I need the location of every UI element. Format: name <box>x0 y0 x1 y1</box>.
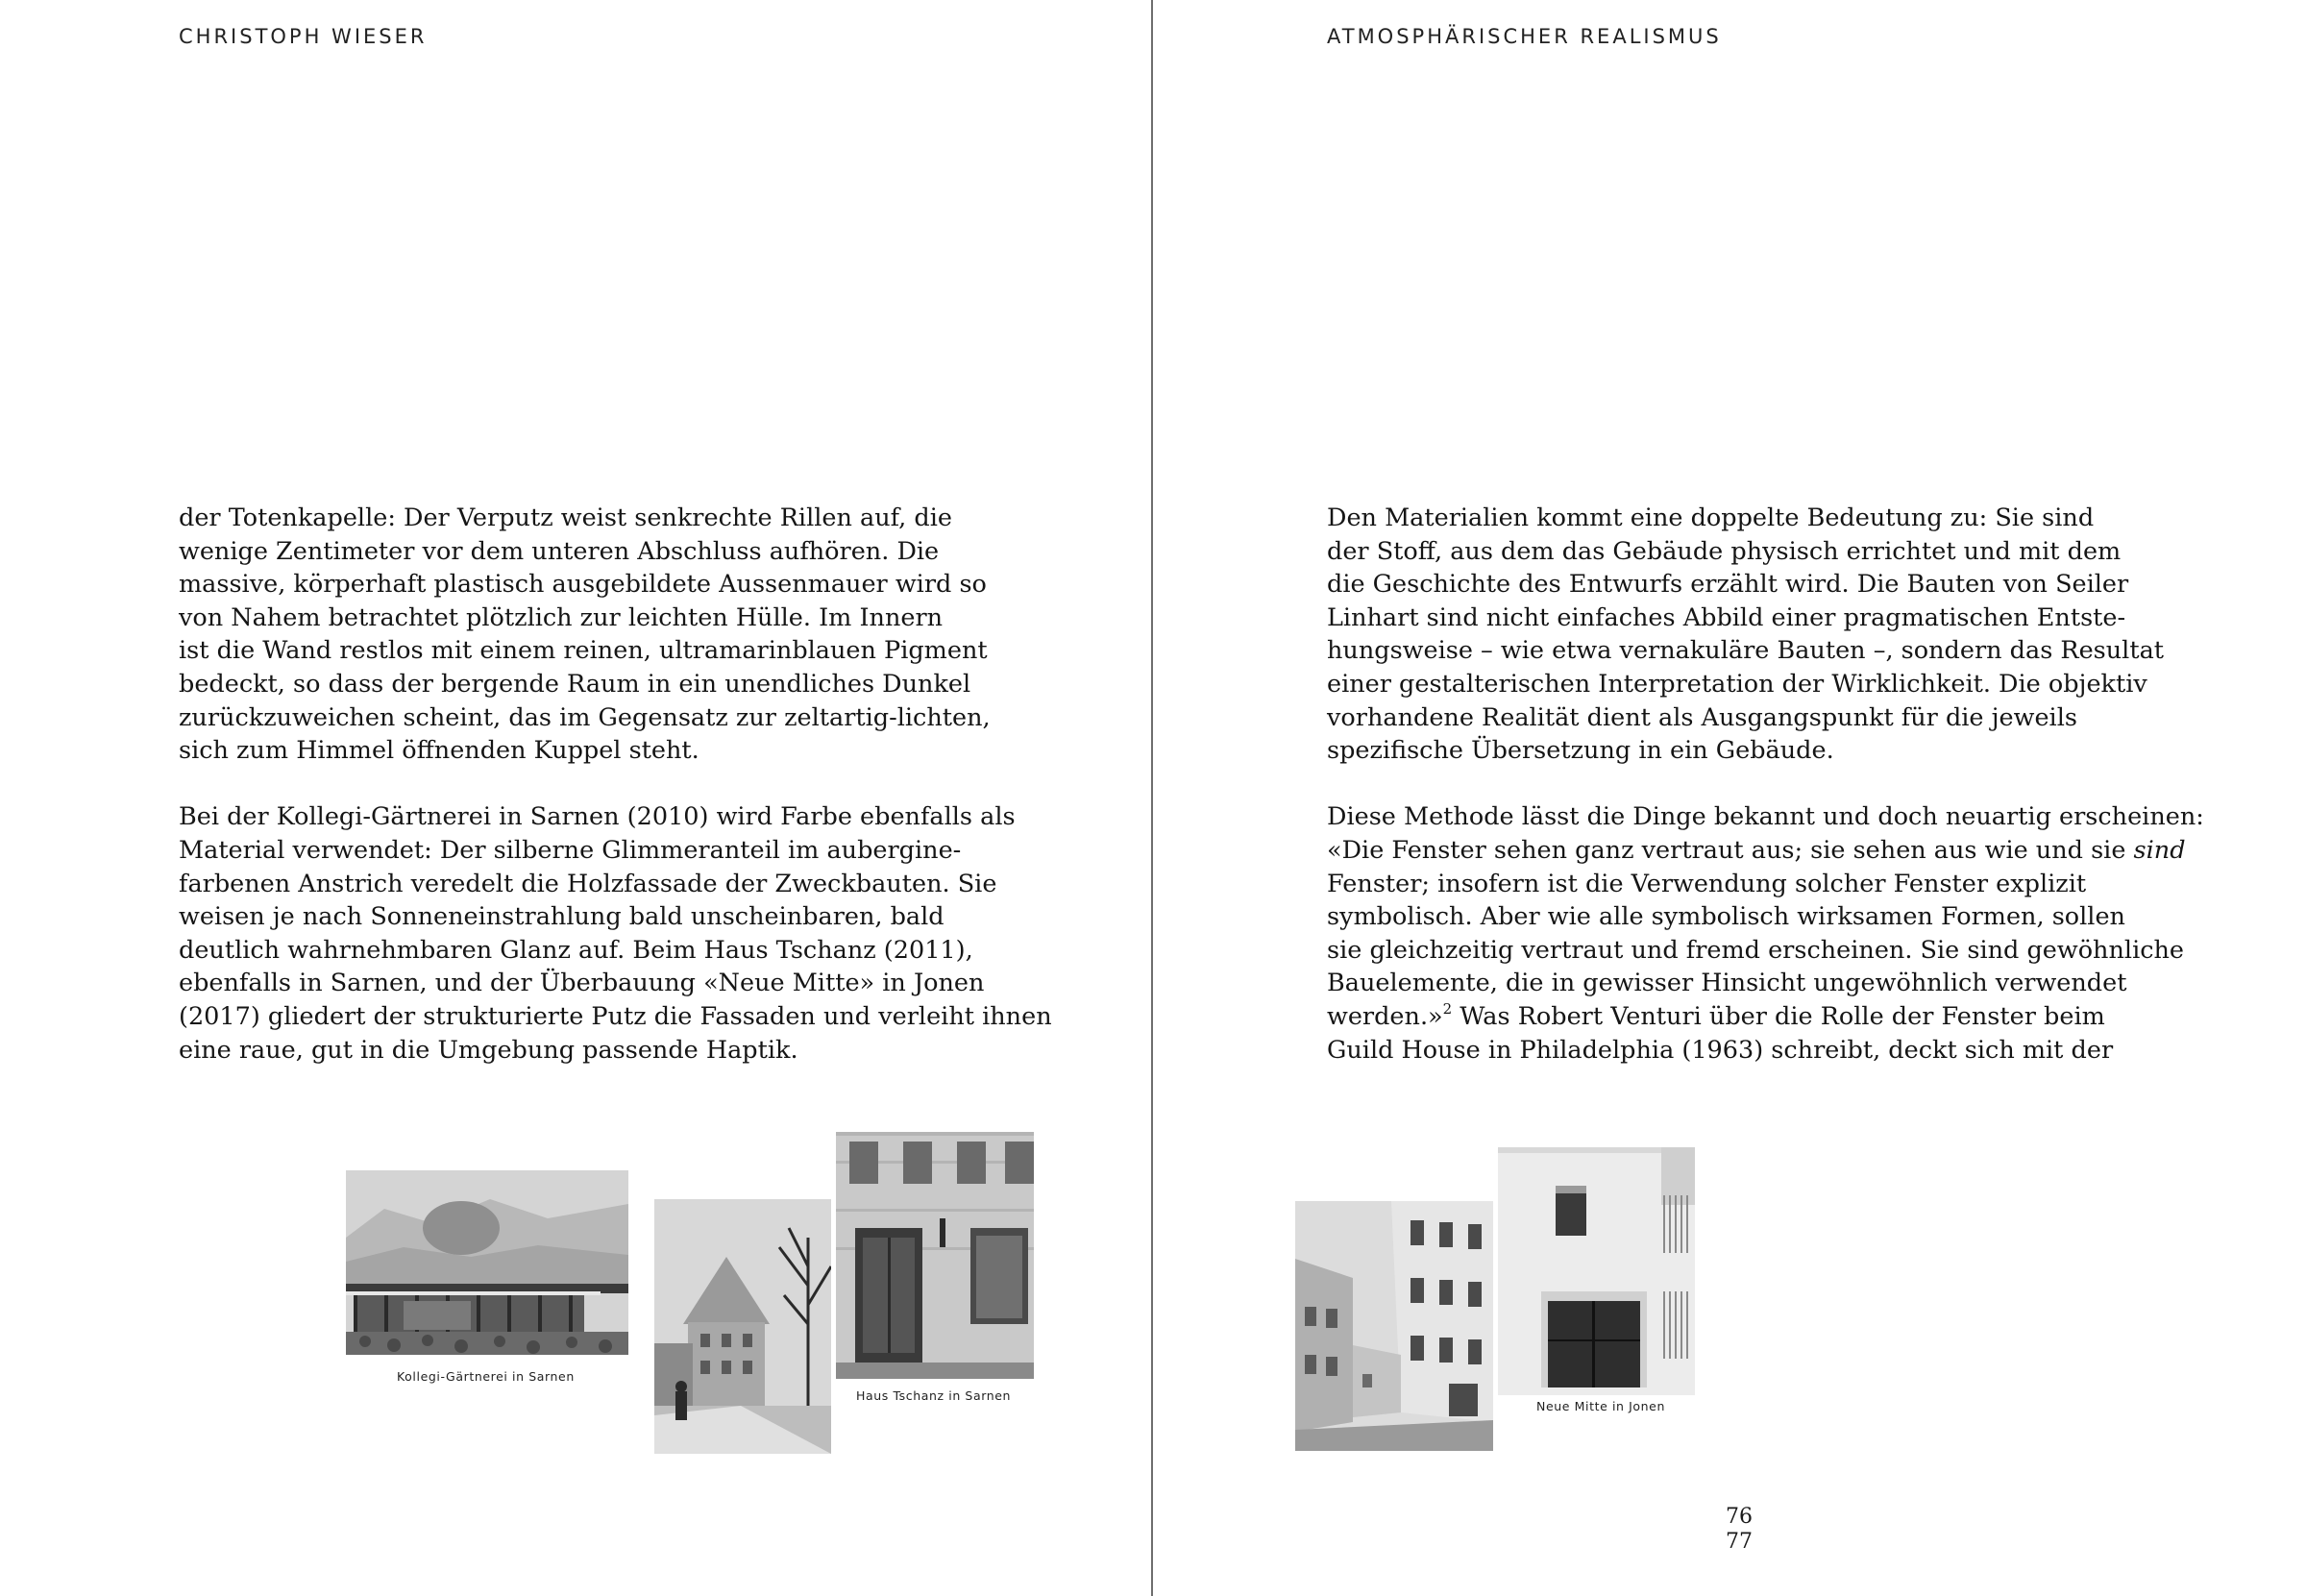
text-line: ist die Wand restlos mit einem reinen, ultramarinblauen Pigment <box>179 636 988 666</box>
running-head-right: ATMOSPHÄRISCHER REALISMUS <box>1327 25 1722 48</box>
text-line: Linhart sind nicht einfaches Abbild einer pragmatischen Entste- <box>1327 602 2126 632</box>
text-line: bedeckt, so dass der bergende Raum in ein unendliches Dunkel <box>179 669 971 699</box>
text-line: eine raue, gut in die Umgebung passende Haptik. <box>179 1035 798 1065</box>
text-line: der Stoff, aus dem das Gebäude physisch errichtet und mit dem <box>1327 536 2122 566</box>
quote-end: werden.» <box>1327 1001 1443 1031</box>
photo-kollegi-gaertnerei <box>346 1170 628 1355</box>
right-body-text <box>1327 502 2204 1067</box>
text-line: Bei der Kollegi-Gärtnerei in Sarnen (2010) wird Farbe ebenfalls als <box>179 802 1016 832</box>
text-line: zurückzuweichen scheint, das im Gegensatz zur zeltartig-lichten, <box>179 702 991 732</box>
text-line: deutlich wahrnehmbaren Glanz auf. Beim Haus Tschanz (2011), <box>179 935 973 965</box>
caption-kollegi: Kollegi-Gärtnerei in Sarnen <box>397 1369 575 1384</box>
text-line: die Geschichte des Entwurfs erzählt wird. Die Bauten von Seiler <box>1327 570 2129 600</box>
footnote-ref[interactable]: 2 <box>1442 999 1453 1018</box>
text-line: (2017) gliedert der strukturierte Putz die Fassaden und verleiht ihnen <box>179 1001 1052 1031</box>
page-gutter <box>1151 0 1153 1596</box>
text-line: weisen je nach Sonneneinstrahlung bald unscheinbaren, bald <box>179 902 944 932</box>
text-line: ebenfalls in Sarnen, und der Überbauung «Neue Mitte» in Jonen <box>179 969 985 998</box>
running-head-left: CHRISTOPH WIESER <box>179 25 428 48</box>
photo-neue-mitte <box>1498 1147 1695 1395</box>
text-line: einer gestalterischen Interpretation der Wirklichkeit. Die objektiv <box>1327 669 2147 699</box>
text-line: Fenster; insofern ist die Verwendung solcher Fenster explizit <box>1327 869 2087 898</box>
emphasis-sind: sind <box>2133 835 2186 865</box>
quote-text: «Die Fenster sehen ganz vertraut aus; sie sehen aus wie und sie <box>1327 835 2134 865</box>
text-line: Den Materialien kommt eine doppelte Bedeutung zu: Sie sind <box>1327 503 2095 532</box>
text-line: massive, körperhaft plastisch ausgebildete Aussenmauer wird so <box>179 570 987 600</box>
text-line: wenige Zentimeter vor dem unteren Abschluss aufhören. Die <box>179 536 940 566</box>
text-line: spezifische Übersetzung in ein Gebäude. <box>1327 736 1834 766</box>
text-line: Diese Methode lässt die Dinge bekannt und doch neuartig erscheinen: <box>1327 802 2204 832</box>
text-line: sie gleichzeitig vertraut und fremd erscheinen. Sie sind gewöhnliche <box>1327 935 2185 965</box>
text-segment: Was Robert Venturi über die Rolle der Fenster beim <box>1452 1001 2105 1031</box>
left-body-text <box>179 502 1052 1067</box>
text-line <box>1327 1000 2204 1034</box>
text-line: der Totenkapelle: Der Verputz weist senkrechte Rillen auf, die <box>179 503 952 532</box>
caption-jonen: Neue Mitte in Jonen <box>1536 1399 1665 1413</box>
text-line: Guild House in Philadelphia (1963) schreibt, deckt sich mit der <box>1327 1035 2114 1065</box>
text-line: vorhandene Realität dient als Ausgangspunkt für die jeweils <box>1327 702 2077 732</box>
page-number-77: 77 <box>1726 1530 1753 1554</box>
caption-tschanz: Haus Tschanz in Sarnen <box>856 1388 1012 1403</box>
photo-haus-tschanz <box>836 1132 1034 1379</box>
text-line: von Nahem betrachtet plötzlich zur leichten Hülle. Im Innern <box>179 602 944 632</box>
text-line <box>1327 834 2204 868</box>
paragraph-gap <box>1327 768 2204 801</box>
text-line: Bauelemente, die in gewisser Hinsicht ungewöhnlich verwendet <box>1327 969 2127 998</box>
paragraph-gap <box>179 768 1052 801</box>
text-line: sich zum Himmel öffnenden Kuppel steht. <box>179 736 699 766</box>
photo-street-sarnen <box>654 1199 831 1454</box>
photo-jonen-street <box>1295 1201 1493 1451</box>
text-line: farbenen Anstrich veredelt die Holzfassade der Zweckbauten. Sie <box>179 869 997 898</box>
text-line: symbolisch. Aber wie alle symbolisch wirksamen Formen, sollen <box>1327 902 2125 932</box>
text-line: hungsweise – wie etwa vernakuläre Bauten –, sondern das Resultat <box>1327 636 2165 666</box>
page-number-76: 76 <box>1726 1505 1753 1529</box>
text-line: Material verwendet: Der silberne Glimmeranteil im aubergine- <box>179 835 962 865</box>
